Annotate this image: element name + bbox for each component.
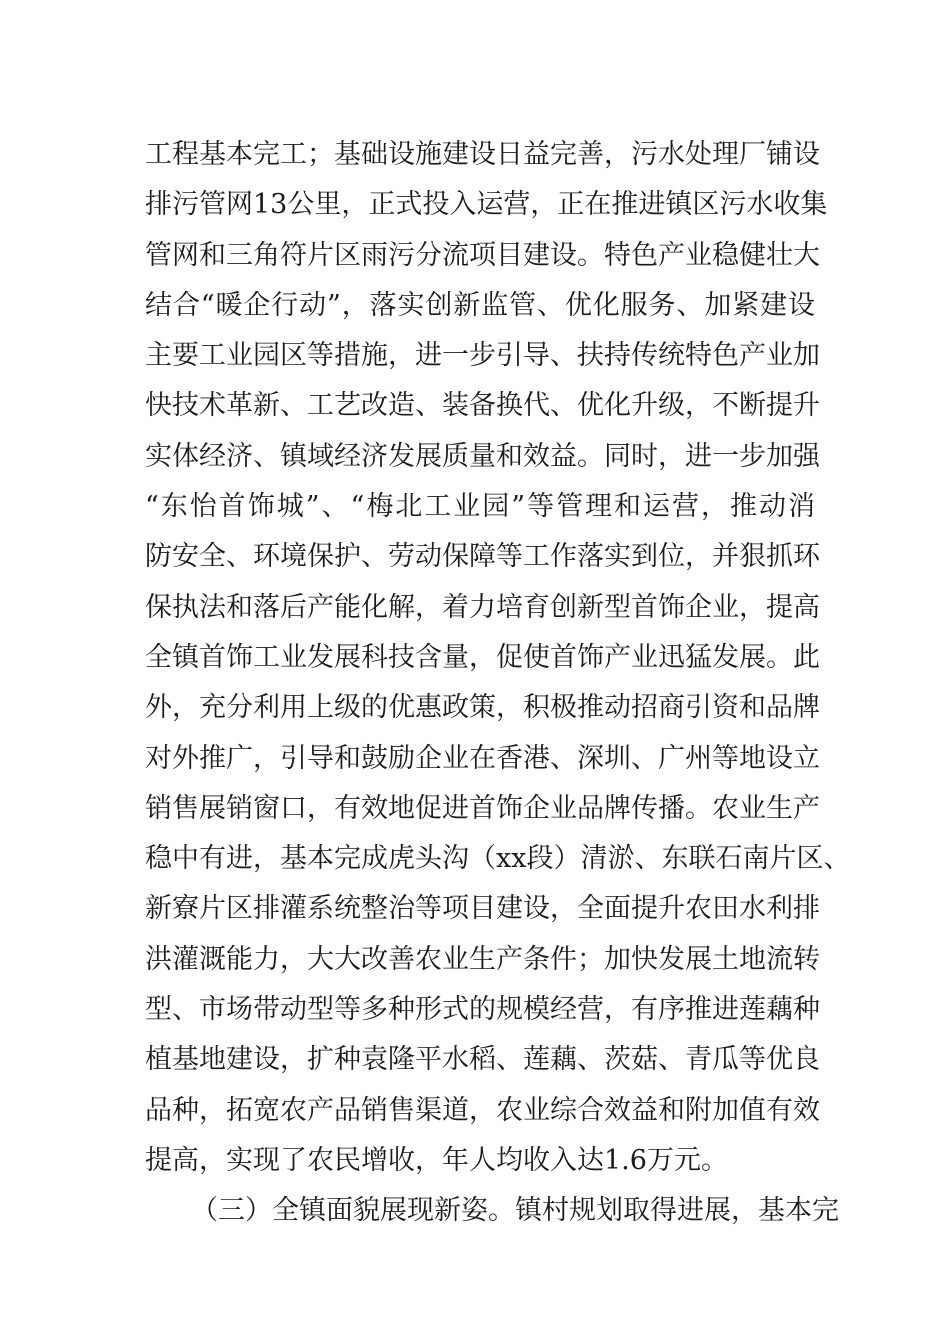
text-line: 植基地建设，扩种袁隆平水稻、莲藕、茨菇、青瓜等优良 — [145, 1044, 820, 1076]
text-line: 洪灌溉能力，大大改善农业生产条件；加快发展土地流转 — [145, 943, 820, 975]
text-line: 销售展销窗口，有效地促进首饰企业品牌传播。农业生产 — [145, 792, 820, 824]
text-line: 型、市场带动型等多种形式的规模经营，有序推进莲藕种 — [145, 994, 820, 1026]
text-line: 工程基本完工；基础设施建设日益完善，污水处理厂铺设 — [145, 139, 820, 170]
text-line: 结合“暖企行动”，落实创新监管、优化服务、加紧建设 — [145, 289, 815, 321]
text-line: 稳中有进，基本完成虎头沟（xx段）清淤、东联石南片区、 — [145, 843, 851, 875]
text-line: 品种，拓宽农产品销售渠道，农业综合效益和附加值有效 — [145, 1094, 820, 1126]
section-heading-line: （三）全镇面貌展现新姿。镇村规划取得进展，基本完 — [191, 1195, 839, 1227]
text-line: 外，充分利用上级的优惠政策，积极推动招商引资和品牌 — [145, 692, 820, 724]
text-line: 快技术革新、工艺改造、装备换代、优化升级，不断提升 — [145, 390, 820, 422]
text-line: 排污管网13公里，正式投入运营，正在推进镇区污水收集 — [145, 189, 828, 221]
paragraph-end-line: 提高，实现了农民增收，年人均收入达1.6万元。 — [145, 1144, 728, 1176]
text-line: 主要工业园区等措施，进一步引导、扶持传统特色产业加 — [145, 340, 820, 372]
text-line: 实体经济、镇域经济发展质量和效益。同时，进一步加强 — [145, 440, 820, 472]
text-line: 对外推广，引导和鼓励企业在香港、深圳、广州等地设立 — [145, 742, 820, 774]
text-line: 新寮片区排灌系统整治等项目建设，全面提升农田水利排 — [145, 893, 820, 925]
text-line: 管网和三角符片区雨污分流项目建设。特色产业稳健壮大 — [145, 239, 820, 271]
text-line: 防安全、环境保护、劳动保障等工作落实到位，并狠抓环 — [145, 541, 820, 573]
text-line: “东怡首饰城”、“梅北工业园”等管理和运营，推动消 — [145, 491, 815, 523]
text-line: 全镇首饰工业发展科技含量，促使首饰产业迅猛发展。此 — [145, 641, 820, 673]
body-text — [145, 130, 851, 1237]
text-line: 保执法和落后产能化解，着力培育创新型首饰企业，提高 — [145, 591, 820, 623]
